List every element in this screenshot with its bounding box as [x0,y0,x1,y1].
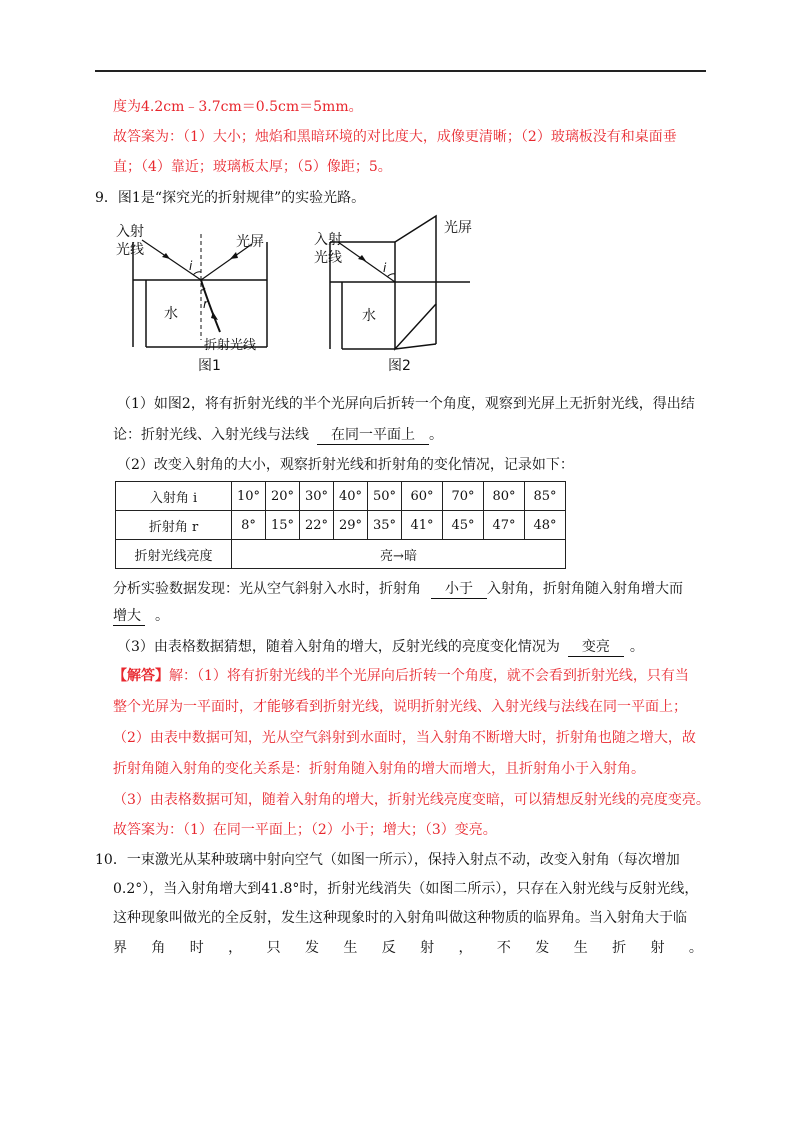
q9-part1-text [113,425,443,445]
question-10-text: 这种现象叫做光的全反射，发生这种现象时的入射角叫做这种物质的临界角。当入射角大于临 [113,910,687,926]
question-10-text: 0.2°），当入射角增大到41.8°时，折射光线消失（如图二所示），只存在入射光线与反射光线， [113,881,699,897]
analysis-answer-1: 小于 [431,581,487,599]
table-cell: 85° [525,482,566,511]
incident-ray-label: 入射 [116,224,144,240]
table-cell: 35° [368,511,402,540]
q9-part1-suffix: 。 [429,427,443,443]
water-label: 水 [164,306,178,322]
table-cell: 8° [232,511,266,540]
char: 界 [113,940,127,956]
incident-ray-label: 光线 [116,242,144,258]
char: 生 [343,940,358,956]
table-cell: 60° [402,482,443,511]
answer-text-line: 直；（4）靠近；玻璃板太厚；（5）像距；5。 [113,159,392,175]
char: ， [458,940,473,956]
angle-i-label: i [189,259,193,273]
figure-1 [112,222,282,382]
char: 发 [535,940,550,956]
data-table [115,481,566,569]
q9-part1-answer: 在同一平面上 [317,427,429,445]
figure-1-caption: 图1 [198,358,221,374]
solution-line: （3）由表格数据可知，随着入射角的增大，折射光线亮度变暗，可以猜想反射光线的亮度变亮。 [113,792,710,808]
table-cell: 40° [334,482,368,511]
solution-text [113,666,689,686]
figure-2-caption: 图2 [388,358,411,374]
analysis-prefix: 分析实验数据发现：光从空气斜射入水时，折射角 [113,581,421,597]
char: 。 [688,940,703,956]
char: 角 [151,940,166,956]
water-label: 水 [362,308,376,324]
answer-line: 故答案为：（1）在同一平面上；（2）小于；增大；（3）变亮。 [113,822,497,838]
part3-suffix: 。 [629,639,644,655]
incident-ray-label: 入射 [314,232,342,248]
char: 射 [650,940,665,956]
q9-part1-text: （1）如图2，将有折射光线的半个光屏向后折转一个角度，观察到光屏上无折射光线，得出结 [117,396,695,412]
screen-label: 光屏 [444,220,472,236]
char: ， [228,940,243,956]
answer-text-line: 故答案为：（1）大小；烛焰和黑暗环境的对比度大，成像更清晰；（2）玻璃板没有和桌面垂 [113,129,677,145]
solution-line: 折射角随入射角的变化关系是：折射角随入射角的增大而增大，且折射角小于入射角。 [113,761,645,777]
table-cell: 29° [334,511,368,540]
header-rule [95,70,706,72]
char: 时 [189,940,204,956]
answer-text-line: 度为4.2cm﹣3.7cm＝0.5cm＝5mm。 [113,99,363,115]
char: 只 [266,940,281,956]
question-9-title: 9．图1是“探究光的折射规律”的实验光路。 [95,190,366,206]
question-10-text: 10．一束激光从某种玻璃中射向空气（如图一所示），保持入射点不动，改变入射角（每次增加 [95,852,680,868]
table-cell: 80° [484,482,525,511]
angle-r-label: r [203,297,208,311]
part3-prefix: （3）由表格数据猜想，随着入射角的增大，反射光线的亮度变化情况为 [117,639,560,655]
solution-line: 整个光屏为一平面时，才能够看到折射光线，说明折射光线、入射光线与法线在同一平面上； [113,699,687,715]
screen-label: 光屏 [236,234,264,250]
solution-line: 解：（1）将有折射光线的半个光屏向后折转一个角度，就不会看到折射光线，只有当 [169,668,689,684]
table-cell: 48° [525,511,566,540]
solution-line: （2）由表中数据可知，光从空气斜射到水面时，当入射角不断增大时，折射角也随之增大，故 [113,730,696,746]
q9-part3-text [117,637,644,657]
table-cell: 亮→暗 [232,540,566,569]
char: 射 [420,940,435,956]
table-cell: 45° [443,511,484,540]
table-cell: 20° [266,482,300,511]
table-header-cell: 折射角 r [116,511,232,540]
table-cell: 30° [300,482,334,511]
question-10-justified-line [113,937,703,957]
table-cell: 50° [368,482,402,511]
table-header-cell: 折射光线亮度 [116,540,232,569]
char: 发 [304,940,319,956]
q9-analysis-text [113,606,169,626]
table-header-cell: 入射角 i [116,482,232,511]
incident-ray-label: 光线 [314,250,342,266]
char: 反 [381,940,396,956]
table-cell: 22° [300,511,334,540]
analysis-mid: 入射角，折射角随入射角增大而 [487,581,683,597]
angle-i-label: i [383,261,387,275]
table-cell: 10° [232,482,266,511]
refracted-ray-label: 折射光线 [204,338,257,353]
q9-analysis-text [113,579,683,599]
char: 不 [496,940,511,956]
table-row [116,482,566,511]
char: 折 [612,940,627,956]
table-row [116,540,566,569]
analysis-answer-2: 增大 [113,608,145,626]
analysis-suffix: 。 [155,608,169,624]
part3-answer: 变亮 [568,639,624,657]
table-cell: 70° [443,482,484,511]
q9-part2-text: （2）改变入射角的大小，观察折射光线和折射角的变化情况，记录如下： [117,457,574,473]
table-cell: 41° [402,511,443,540]
table-row [116,511,566,540]
table-cell: 15° [266,511,300,540]
q9-part1-prefix: 论：折射光线、入射光线与法线 [113,427,309,443]
solution-tag: 【解答】 [113,668,169,684]
figure-2 [310,214,490,384]
table-cell: 47° [484,511,525,540]
char: 生 [573,940,588,956]
